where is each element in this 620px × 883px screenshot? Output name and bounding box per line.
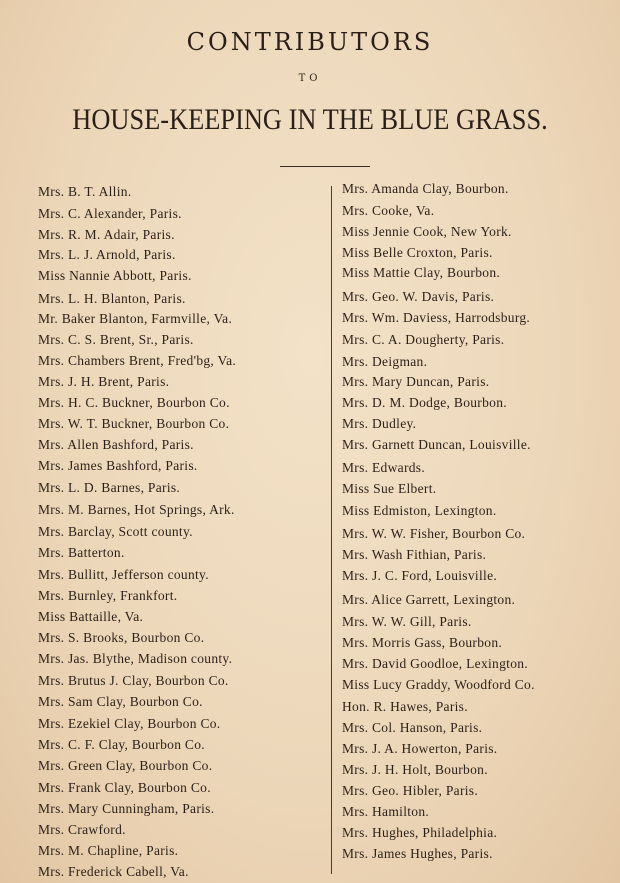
contributor-entry: Miss Sue Elbert. xyxy=(342,481,437,496)
contributor-entry: Mrs. L. D. Barnes, Paris. xyxy=(38,480,181,495)
contributor-entry: Mrs. Chambers Brent, Fred'bg, Va. xyxy=(38,353,237,368)
contributor-entry: Mrs. Allen Bashford, Paris. xyxy=(38,437,194,452)
page-title: CONTRIBUTORS xyxy=(186,28,434,56)
contributor-entry: Mrs. W. W. Fisher, Bourbon Co. xyxy=(342,526,526,541)
contributor-entry: Mrs. Brutus J. Clay, Bourbon Co. xyxy=(38,673,229,688)
contributor-entry: Mrs. L. J. Arnold, Paris. xyxy=(38,247,176,262)
contributor-entry: Hon. R. Hawes, Paris. xyxy=(342,699,468,714)
contributor-entry: Mrs. M. Chapline, Paris. xyxy=(38,843,179,858)
contributor-entry: Mrs. W. W. Gill, Paris. xyxy=(342,614,472,629)
contributor-entry: Miss Jennie Cook, New York. xyxy=(342,224,512,239)
contributor-entry: Mrs. L. H. Blanton, Paris. xyxy=(38,291,186,306)
contributor-entry: Mrs. Burnley, Frankfort. xyxy=(38,588,178,603)
contributor-entry: Mrs. S. Brooks, Bourbon Co. xyxy=(38,630,205,645)
contributor-entry: Mrs. Ezekiel Clay, Bourbon Co. xyxy=(38,716,221,731)
contributor-entry: Mrs. Garnett Duncan, Louisville. xyxy=(342,437,531,452)
contributor-entry: Miss Belle Croxton, Paris. xyxy=(342,245,493,260)
contributor-entry: Mrs. Col. Hanson, Paris. xyxy=(342,720,483,735)
contributor-entry: Mrs. C. A. Dougherty, Paris. xyxy=(342,332,505,347)
contributor-entry: Mrs. Geo. W. Davis, Paris. xyxy=(342,289,495,304)
contributor-entry: Mrs. Crawford. xyxy=(38,822,126,837)
contributor-entry: Mrs. Mary Duncan, Paris. xyxy=(342,374,490,389)
contributor-entry: Mrs. Wash Fithian, Paris. xyxy=(342,547,487,562)
contributor-entry: Mrs. James Hughes, Paris. xyxy=(342,846,493,861)
contributor-entry: Miss Battaille, Va. xyxy=(38,609,144,624)
contributor-entry: Mrs. Amanda Clay, Bourbon. xyxy=(342,181,509,196)
contributor-entry: Miss Nannie Abbott, Paris. xyxy=(38,268,192,283)
contributor-entry: Mrs. Alice Garrett, Lexington. xyxy=(342,592,516,607)
contributor-entry: Mrs. Batterton. xyxy=(38,545,125,560)
contributor-entry: Mrs. David Goodloe, Lexington. xyxy=(342,656,528,671)
contributor-entry: Mrs. Dudley. xyxy=(342,416,417,431)
contributor-entry: Mrs. Jas. Blythe, Madison county. xyxy=(38,651,233,666)
contributor-entry: Miss Mattie Clay, Bourbon. xyxy=(342,265,501,280)
contributor-entry: Mrs. C. F. Clay, Bourbon Co. xyxy=(38,737,205,752)
contributor-entry: Mrs. M. Barnes, Hot Springs, Ark. xyxy=(38,502,235,517)
contributor-entry: Mrs. B. T. Allin. xyxy=(38,184,132,199)
contributor-entry: Mrs. R. M. Adair, Paris. xyxy=(38,227,175,242)
contributor-entry: Mrs. D. M. Dodge, Bourbon. xyxy=(342,395,507,410)
column-divider xyxy=(331,186,332,874)
contributor-entry: Mrs. Hughes, Philadelphia. xyxy=(342,825,498,840)
contributor-entry: Mrs. J. C. Ford, Louisville. xyxy=(342,568,498,583)
contributor-entry: Mrs. C. Alexander, Paris. xyxy=(38,206,182,221)
contributor-entry: Mrs. Barclay, Scott county. xyxy=(38,524,193,539)
contributor-entry: Mrs. W. T. Buckner, Bourbon Co. xyxy=(38,416,230,431)
contributor-entry: Mrs. Bullitt, Jefferson county. xyxy=(38,567,209,582)
contributor-entry: Mrs. Deigman. xyxy=(342,354,428,369)
contributor-entry: Mrs. Green Clay, Bourbon Co. xyxy=(38,758,213,773)
contributor-entry: Miss Lucy Graddy, Woodford Co. xyxy=(342,677,535,692)
book-title: HOUSE-KEEPING IN THE BLUE GRASS. xyxy=(72,103,548,136)
contributor-entry: Mrs. J. H. Holt, Bourbon. xyxy=(342,762,488,777)
contributor-entry: Mrs. J. A. Howerton, Paris. xyxy=(342,741,498,756)
contributor-entry: Mrs. Frank Clay, Bourbon Co. xyxy=(38,780,211,795)
contributor-entry: Mrs. James Bashford, Paris. xyxy=(38,458,198,473)
contributor-entry: Mrs. Hamilton. xyxy=(342,804,430,819)
contributor-entry: Mrs. Geo. Hibler, Paris. xyxy=(342,783,479,798)
contributor-entry: Miss Edmiston, Lexington. xyxy=(342,503,497,518)
contributor-entry: Mrs. Mary Cunningham, Paris. xyxy=(38,801,215,816)
contributor-entry: Mr. Baker Blanton, Farmville, Va. xyxy=(38,311,233,326)
contributor-entry: Mrs. J. H. Brent, Paris. xyxy=(38,374,170,389)
contributor-entry: Mrs. H. C. Buckner, Bourbon Co. xyxy=(38,395,230,410)
contributor-entry: Mrs. Morris Gass, Bourbon. xyxy=(342,635,503,650)
contributor-entry: Mrs. Wm. Daviess, Harrodsburg. xyxy=(342,310,531,325)
contributor-entry: Mrs. Frederick Cabell, Va. xyxy=(38,864,189,879)
contributor-entry: Mrs. Cooke, Va. xyxy=(342,203,435,218)
contributor-entry: Mrs. C. S. Brent, Sr., Paris. xyxy=(38,332,194,347)
contributor-entry: Mrs. Edwards. xyxy=(342,460,426,475)
title-rule xyxy=(280,166,370,167)
title-connector: TO xyxy=(298,73,322,84)
contributor-entry: Mrs. Sam Clay, Bourbon Co. xyxy=(38,694,203,709)
